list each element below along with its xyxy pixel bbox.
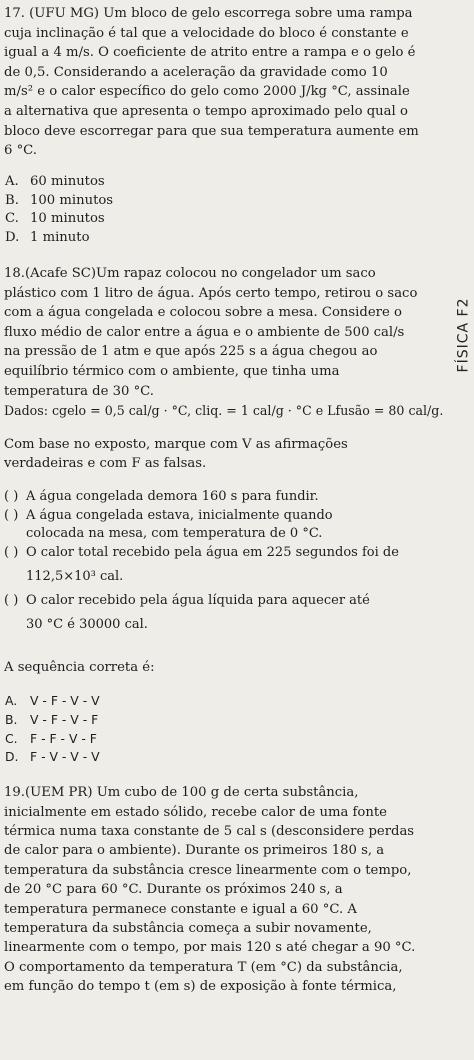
question-17 (4, 4, 452, 248)
q18-statements (4, 488, 452, 635)
q17-line: 17. (UFU MG) Um bloco de gelo escorrega sobre uma rampa (4, 6, 413, 21)
q19-line: de calor para o ambiente). Durante os primeiros 180 s, a (4, 843, 385, 859)
q17-line: m/s² e o calor específico do gelo como 2000 J/kg °C, assinale (4, 84, 410, 100)
q17-line: cuja inclinação é tal que a velocidade do bloco é constante e (4, 25, 409, 41)
option-text: 1 minuto (30, 230, 90, 246)
option-text: V - F - V - V (30, 693, 100, 709)
statement-text: A água congelada demora 160 s para fundir. (26, 488, 319, 504)
option-letter: A. (5, 173, 19, 189)
section-tab (452, 297, 474, 373)
q19-line: inicialmente em estado sólido, recebe calor de uma fonte (4, 804, 387, 820)
option-text: V - F - V - F (30, 711, 99, 727)
q18-line: equilíbrio térmico com o ambiente, que tinha uma (4, 363, 340, 379)
option-text: 100 minutos (30, 192, 114, 208)
option-letter: D. (5, 230, 20, 246)
statement-text: A água congelada estava, inicialmente quando (26, 507, 333, 523)
question-19-text (4, 783, 452, 996)
option-text: F - F - V - F (30, 730, 97, 746)
q18-sequence-prompt: A sequência correta é: (4, 660, 155, 676)
q19-line: temperatura permanece constante e igual a 60 °C. A (4, 901, 357, 917)
statement-text: 30 °C é 30000 cal. (26, 616, 148, 632)
statement-text: 112,5×10³ cal. (26, 569, 124, 585)
q18-line: plástico com 1 litro de água. Após certo tempo, retirou o saco (4, 285, 418, 301)
q18-instruction-line: Com base no exposto, marque com V as afirmações (4, 436, 348, 452)
option-letter: C. (5, 730, 18, 746)
q19-line: O comportamento da temperatura T (em °C) da substância, (4, 959, 403, 975)
q18-options (4, 692, 452, 767)
option-letter: B. (5, 192, 19, 208)
question-19 (4, 783, 452, 996)
option-letter: C. (5, 211, 19, 227)
q18-option-b[interactable] (4, 711, 452, 730)
q17-line: de 0,5. Considerando a aceleração da gravidade como 10 (4, 64, 388, 80)
option-text: 60 minutos (30, 173, 105, 189)
q19-line: de 20 °C para 60 °C. Durante os próximos 240 s, a (4, 882, 343, 898)
question-18-text (4, 264, 452, 421)
option-letter: B. (5, 711, 18, 727)
section-tab-label: FÍSICA F2 (455, 297, 471, 373)
q18-instruction-line: verdadeiras e com F as falsas. (4, 456, 207, 472)
q18-option-a[interactable] (4, 692, 452, 711)
q17-option-d[interactable] (4, 229, 452, 248)
answer-box[interactable]: ( ) (4, 592, 19, 608)
option-letter: A. (5, 693, 18, 709)
question-17-text (4, 4, 452, 161)
q17-option-b[interactable] (4, 192, 452, 211)
option-letter: D. (5, 749, 19, 765)
answer-box[interactable]: ( ) (4, 488, 19, 504)
q19-line: térmica numa taxa constante de 5 cal s (desconsidere perdas (4, 824, 415, 840)
q18-dados: Dados: cgelo = 0,5 cal/g · °C, cliq. = 1 cal/g · °C e Lfusão = 80 cal/g. (4, 403, 444, 419)
q17-line: igual a 4 m/s. O coeficiente de atrito entre a rampa e o gelo é (4, 45, 416, 61)
q19-line: temperatura da substância começa a subir novamente, (4, 921, 372, 937)
q18-line: temperatura de 30 °C. (4, 383, 154, 399)
q18-line: 18.(Acafe SC)Um rapaz colocou no congelador um saco (4, 265, 376, 281)
q17-options (4, 173, 452, 248)
q19-line: temperatura da substância cresce linearmente com o tempo, (4, 862, 412, 878)
answer-box[interactable]: ( ) (4, 507, 19, 523)
q19-line: em função do tempo t (em s) de exposição à fonte térmica, (4, 979, 397, 995)
statement-text: O calor recebido pela água líquida para aquecer até (26, 592, 370, 608)
q17-option-a[interactable] (4, 173, 452, 192)
statement-1[interactable] (4, 488, 452, 507)
q18-option-d[interactable] (4, 748, 452, 767)
q19-line: linearmente com o tempo, por mais 120 s até chegar a 90 °C. (4, 940, 416, 956)
q19-line: 19.(UEM PR) Um cubo de 100 g de certa substância, (4, 785, 359, 801)
q18-instruction (4, 435, 452, 474)
q17-line: 6 °C. (4, 143, 37, 159)
q18-line: com a água congelada e colocou sobre a mesa. Considere o (4, 305, 402, 321)
option-text: 10 minutos (30, 211, 105, 227)
q18-option-c[interactable] (4, 730, 452, 749)
q17-line: bloco deve escorregar para que sua temperatura aumente em (4, 123, 419, 139)
statement-3[interactable] (4, 544, 452, 563)
q17-option-c[interactable] (4, 210, 452, 229)
q18-line: na pressão de 1 atm e que após 225 s a água chegou ao (4, 344, 378, 360)
statement-4[interactable] (4, 592, 452, 611)
q17-line: a alternativa que apresenta o tempo aproximado pelo qual o (4, 103, 408, 119)
option-text: F - V - V - V (30, 749, 100, 765)
answer-box[interactable]: ( ) (4, 545, 19, 561)
question-18 (4, 264, 452, 767)
document-page (4, 4, 452, 997)
q18-line: fluxo médio de calor entre a água e o ambiente de 500 cal/s (4, 324, 405, 340)
statement-2[interactable] (4, 507, 452, 526)
statement-text: colocada na mesa, com temperatura de 0 °C. (26, 526, 323, 542)
statement-text: O calor total recebido pela água em 225 segundos foi de (26, 545, 399, 561)
